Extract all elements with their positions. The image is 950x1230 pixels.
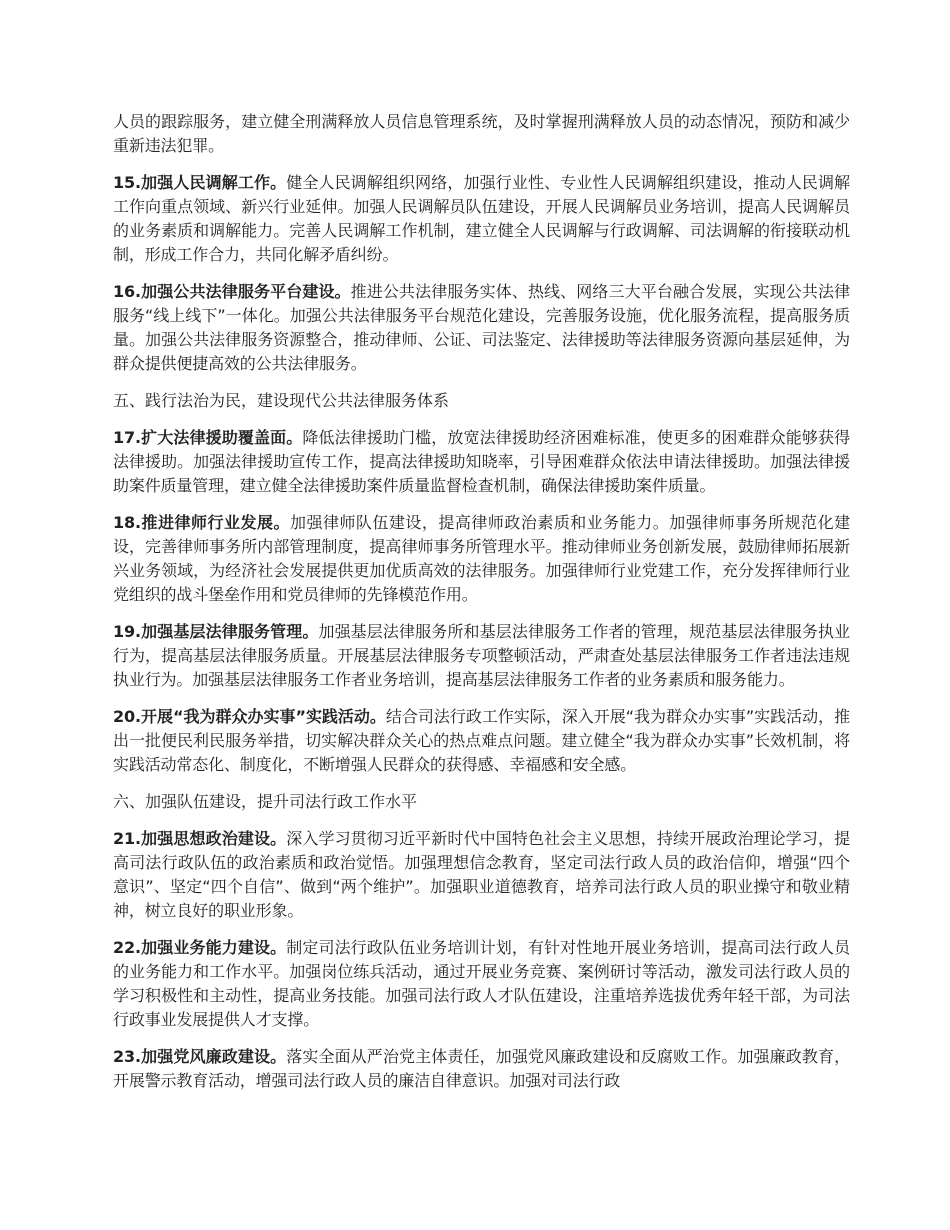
item-23 [113, 1045, 850, 1093]
item-body: 健全人民调解组织网络，加强行业性、专业性人民调解组织建设，推动人民调解工作向重点领域、新兴行业延伸。加强人民调解员队伍建设，开展人民调解员业务培训，提高人民调解员的业务素质和调解能力。完善人民调解工作机制，建立健全人民调解与行政调解、司法调解的衔接联动机制，形成工作合力，共同化解矛盾纠纷。 [113, 173, 850, 264]
paragraph-continuation [113, 110, 850, 158]
paragraph-body: 人员的跟踪服务，建立健全刑满释放人员信息管理系统，及时掌握刑满释放人员的动态情况，预防和减少重新违法犯罪。 [113, 112, 850, 155]
item-20 [113, 705, 850, 777]
item-lead: 加强公共法律服务平台建设。 [140, 282, 351, 301]
item-15 [113, 171, 850, 267]
item-18 [113, 511, 850, 607]
item-body: 落实全面从严治党主体责任，加强党风廉政建设和反腐败工作。加强廉政教育，开展警示教育活动，增强司法行政人员的廉洁自律意识。加强对司法行政 [113, 1047, 850, 1090]
item-lead: 开展“我为群众办实事”实践活动。 [140, 707, 386, 726]
item-22 [113, 936, 850, 1032]
item-number: 21. [113, 829, 141, 848]
item-19 [113, 620, 850, 692]
item-17 [113, 426, 850, 498]
item-number: 20. [113, 707, 141, 726]
item-body: 加强律师队伍建设，提高律师政治素质和业务能力。加强律师事务所规范化建设，完善律师事务所内部管理制度，提高律师事务所管理水平。推动律师业务创新发展，鼓励律师拓展新兴业务领域，为经济社会发展提供更加优质高效的法律服务。加强律师行业党建工作，充分发挥律师行业党组织的战斗堡垒作用和党员律师的先锋模范作用。 [113, 513, 850, 604]
item-lead: 加强党风廉政建设。 [140, 1047, 287, 1066]
section-heading-5: 五、践行法治为民，建设现代公共法律服务体系 [113, 391, 450, 410]
item-lead: 扩大法律援助覆盖面。 [140, 428, 303, 447]
item-lead: 加强人民调解工作。 [140, 173, 287, 192]
item-number: 15. [113, 173, 141, 192]
item-body: 结合司法行政工作实际，深入开展“我为群众办实事”实践活动，推出一批便民利民服务举措，切实解决群众关心的热点难点问题。建立健全“我为群众办实事”长效机制，将实践活动常态化、制度化，不断增强人民群众的获得感、幸福感和安全感。 [113, 707, 850, 774]
item-number: 18. [113, 513, 141, 532]
item-body: 降低法律援助门槛，放宽法律援助经济困难标准，使更多的困难群众能够获得法律援助。加强法律援助宣传工作，提高法律援助知晓率，引导困难群众依法申请法律援助。加强法律援助案件质量管理，建立健全法律援助案件质量监督检查机制，确保法律援助案件质量。 [113, 428, 850, 495]
item-number: 23. [113, 1047, 141, 1066]
item-number: 17. [113, 428, 141, 447]
item-16 [113, 280, 850, 376]
item-lead: 加强业务能力建设。 [140, 938, 287, 957]
item-number: 16. [113, 282, 141, 301]
item-lead: 推进律师行业发展。 [140, 513, 290, 532]
item-number: 19. [113, 622, 141, 641]
item-lead: 加强基层法律服务管理。 [140, 622, 319, 641]
item-number: 22. [113, 938, 141, 957]
item-body: 制定司法行政队伍业务培训计划，有针对性地开展业务培训，提高司法行政人员的业务能力和工作水平。加强岗位练兵活动，通过开展业务竞赛、案例研讨等活动，激发司法行政人员的学习积极性和主动性，提高业务技能。加强司法行政人才队伍建设，注重培养选拔优秀年轻干部，为司法行政事业发展提供人才支撑。 [113, 938, 850, 1029]
item-lead: 加强思想政治建设。 [140, 829, 287, 848]
section-heading-6: 六、加强队伍建设，提升司法行政工作水平 [113, 792, 418, 811]
item-body: 加强基层法律服务所和基层法律服务工作者的管理，规范基层法律服务执业行为，提高基层法律服务质量。开展基层法律服务专项整顿活动，严肃查处基层法律服务工作者违法违规执业行为。加强基层法律服务工作者业务培训，提高基层法律服务工作者的业务素质和服务能力。 [113, 622, 850, 689]
item-body: 深入学习贯彻习近平新时代中国特色社会主义思想，持续开展政治理论学习，提高司法行政队伍的政治素质和政治觉悟。加强理想信念教育，坚定司法行政人员的政治信仰，增强“四个意识”、坚定“四个自信”、做到“两个维护”。加强职业道德教育，培养司法行政人员的职业操守和敬业精神，树立良好的职业形象。 [113, 829, 850, 920]
item-21 [113, 827, 850, 923]
item-body: 推进公共法律服务实体、热线、网络三大平台融合发展，实现公共法律服务“线上线下”一体化。加强公共法律服务平台规范化建设，完善服务设施，优化服务流程，提高服务质量。加强公共法律服务资源整合，推动律师、公证、司法鉴定、法律援助等法律服务资源向基层延伸，为群众提供便捷高效的公共法律服务。 [113, 282, 850, 373]
